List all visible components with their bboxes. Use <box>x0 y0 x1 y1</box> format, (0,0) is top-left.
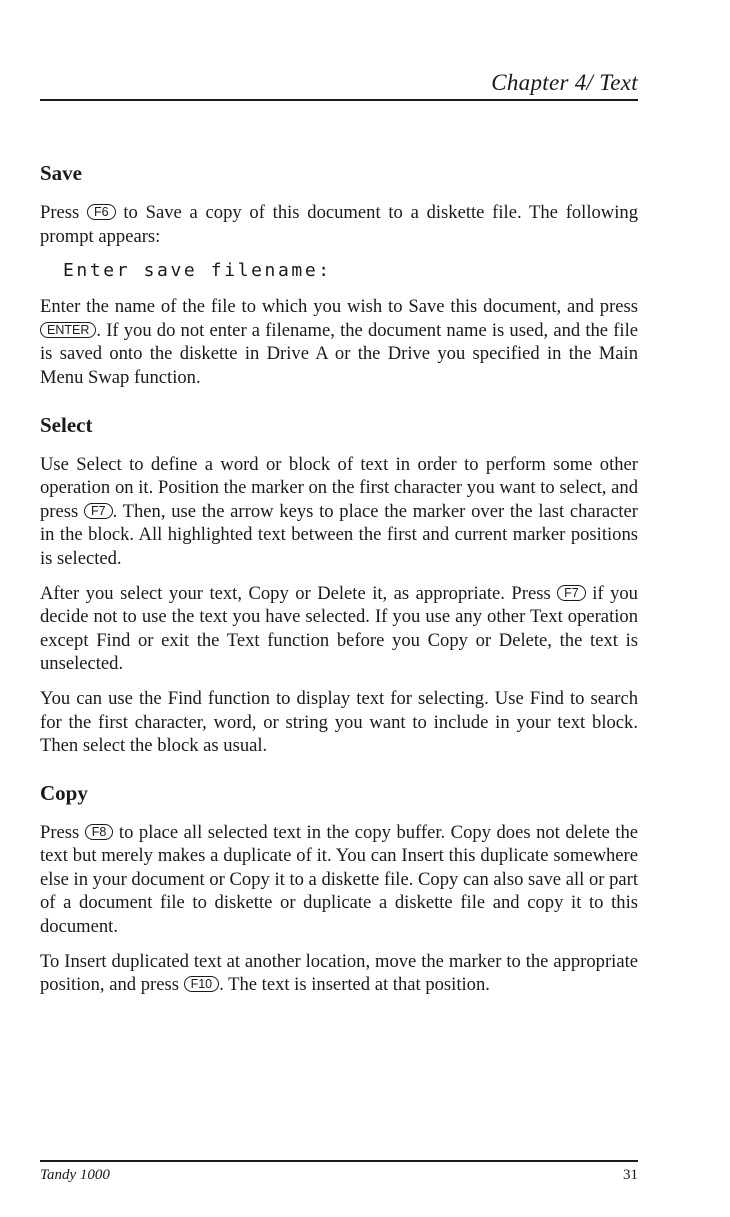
save-paragraph-2 <box>40 295 638 389</box>
f7-key-icon: F7 <box>557 585 586 601</box>
f7-key-icon: F7 <box>84 503 113 519</box>
enter-key-icon: ENTER <box>40 322 96 338</box>
select-p2-text-b: if you decide not to use the text you have selected. If you use any other Text operation except Find or exit the Text function before you Copy or Delete, the text is unselected. <box>40 582 638 675</box>
f6-key-icon: F6 <box>87 204 116 220</box>
select-p1-text-b: . Then, use the arrow keys to place the marker over the last character in the block. All highlighted text between the first and current marker positions is selected. <box>40 500 638 569</box>
select-heading: Select <box>40 412 93 437</box>
save-p2-text-a: Enter the name of the file to which you wish to Save this document, and press <box>40 296 638 318</box>
page-number: 31 <box>623 1167 638 1183</box>
copy-section <box>40 780 638 997</box>
select-paragraph-3: You can use the Find function to display text for selecting. Use Find to search for the first character, word, or string you want to include in your text block. Then select the block as usual. <box>40 687 638 757</box>
save-p1-text-b: to Save a copy of this document to a diskette file. The following prompt appears: <box>40 202 638 247</box>
copy-heading: Copy <box>40 780 88 805</box>
chapter-header: Chapter 4/ Text <box>491 70 638 95</box>
footer-rule <box>40 1160 638 1162</box>
f8-key-icon: F8 <box>85 824 114 840</box>
select-paragraph-1 <box>40 453 638 571</box>
save-p1-text-a: Press <box>40 202 80 223</box>
select-p1-text-a: Use Select to define a word or block of text in order to perform some other operation on it. Position the marker on the first character you want to select, and press <box>40 453 638 522</box>
select-paragraph-2 <box>40 582 638 676</box>
page-content <box>40 160 638 1019</box>
footer-book-title: Tandy 1000 <box>40 1167 110 1183</box>
copy-p1-text-a: Press <box>40 821 80 843</box>
f10-key-icon: F10 <box>184 976 220 992</box>
copy-paragraph-1 <box>40 821 638 939</box>
select-p2-text-a: After you select your text, Copy or Delete it, as appropriate. Press <box>40 582 551 604</box>
header-rule <box>40 99 638 101</box>
save-paragraph-1 <box>40 201 638 248</box>
save-heading: Save <box>40 161 82 185</box>
copy-p1-text-b: to place all selected text in the copy buffer. Copy does not delete the text but merely makes a duplicate of it. You can Insert this duplicate somewhere else in your document or Copy it to a diskette file. Copy can also save all or part of a document file to diskette or duplicate a diskette file and copy it to this document. <box>40 821 638 938</box>
copy-p2-text-a: To Insert duplicated text at another location, move the marker to the appropriate position, and press <box>40 950 638 996</box>
select-section <box>40 412 638 758</box>
save-section <box>40 160 638 390</box>
copy-paragraph-2 <box>40 950 638 997</box>
save-prompt-text: Enter save filename: <box>63 260 332 282</box>
copy-p2-text-b: . The text is inserted at that position. <box>219 974 490 996</box>
save-p2-text-b: . If you do not enter a filename, the document name is used, and the file is saved onto the diskette in Drive A or the Drive you specified in the Main Menu Swap function. <box>40 319 638 388</box>
